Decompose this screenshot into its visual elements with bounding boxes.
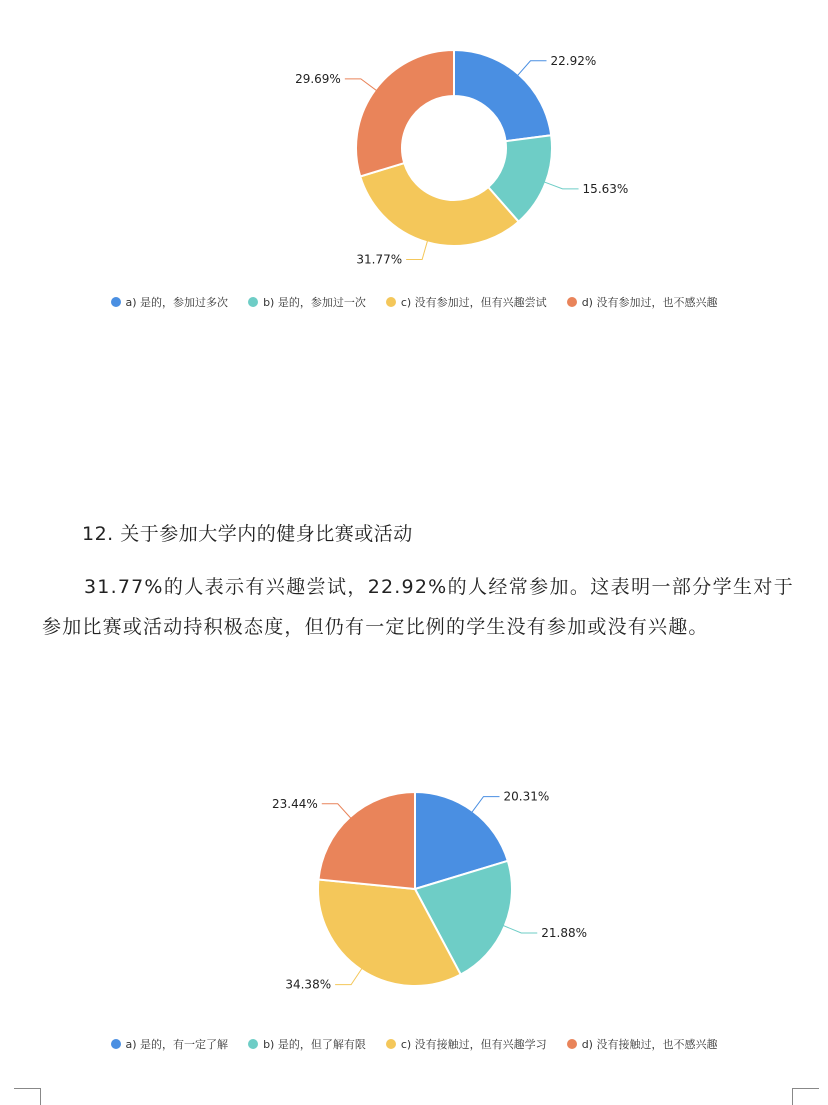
chart-1-svg xyxy=(0,0,828,290)
chart-2-data-label-0: 20.31% xyxy=(503,789,550,804)
chart-2-legend-label: c) 没有接触过，但有兴趣学习 xyxy=(400,1038,547,1051)
page-corner-mark-right xyxy=(792,1088,819,1105)
chart-2-legend-label: a) 是的，有一定了解 xyxy=(125,1038,229,1051)
chart-1-data-label-2: 31.77% xyxy=(356,252,403,267)
chart-1-legend-label: b) 是的，参加过一次 xyxy=(263,296,366,309)
chart-2-legend xyxy=(0,1036,828,1052)
chart-1-leader-line-3 xyxy=(345,79,377,91)
chart-1-slice-0 xyxy=(454,50,551,141)
chart-1 xyxy=(0,0,828,320)
chart-2-data-label-2: 34.38% xyxy=(285,977,332,992)
chart-1-leader-line-2 xyxy=(406,240,427,259)
chart-1-legend-item-1[interactable] xyxy=(248,294,366,310)
chart-1-legend-label: c) 没有参加过，但有兴趣尝试 xyxy=(400,296,547,309)
chart-1-data-label-3: 29.69% xyxy=(295,71,341,86)
chart-2-legend-item-3[interactable] xyxy=(567,1036,718,1052)
chart-2-data-label-1: 21.88% xyxy=(541,925,588,940)
chart-2-legend-item-1[interactable] xyxy=(248,1036,366,1052)
chart-1-legend-dot-icon xyxy=(567,297,577,307)
chart-2-data-label-3: 23.44% xyxy=(272,796,318,811)
chart-1-legend-item-3[interactable] xyxy=(567,294,718,310)
chart-1-legend-dot-icon xyxy=(248,297,258,307)
chart-1-legend-dot-icon xyxy=(111,297,121,307)
chart-1-slice-2 xyxy=(360,163,518,246)
chart-1-legend-dot-icon xyxy=(386,297,396,307)
chart-1-legend-item-2[interactable] xyxy=(386,294,547,310)
chart-1-data-label-1: 15.63% xyxy=(582,181,629,196)
chart-2-legend-dot-icon xyxy=(567,1039,577,1049)
chart-1-leader-line-1 xyxy=(544,182,579,189)
chart-2-leader-line-3 xyxy=(322,804,351,819)
chart-1-data-label-0: 22.92% xyxy=(550,53,597,68)
chart-2-legend-label: b) 是的，但了解有限 xyxy=(263,1038,366,1051)
section-heading: 12. 关于参加大学内的健身比赛或活动 xyxy=(82,523,413,545)
chart-2-legend-dot-icon xyxy=(248,1039,258,1049)
chart-1-legend xyxy=(0,294,828,310)
section-paragraph: 31.77%的人表示有兴趣尝试，22.92%的人经常参加。这表明一部分学生对于参加比赛或活动持积极态度，但仍有一定比例的学生没有参加或没有兴趣。 xyxy=(42,576,794,638)
chart-2-legend-label: d) 没有接触过，也不感兴趣 xyxy=(581,1038,718,1051)
page-corner-mark-left xyxy=(14,1088,41,1105)
chart-1-legend-label: d) 没有参加过，也不感兴趣 xyxy=(581,296,718,309)
chart-1-legend-label: a) 是的，参加过多次 xyxy=(125,296,229,309)
chart-2-legend-dot-icon xyxy=(386,1039,396,1049)
chart-2 xyxy=(0,770,828,1060)
chart-2-legend-item-2[interactable] xyxy=(386,1036,547,1052)
chart-2-legend-item-0[interactable] xyxy=(111,1036,229,1052)
chart-1-slice-3 xyxy=(356,50,454,176)
chart-1-leader-line-0 xyxy=(517,61,546,76)
chart-2-leader-line-1 xyxy=(503,925,537,933)
chart-2-slice-3 xyxy=(318,792,415,889)
chart-1-legend-item-0[interactable] xyxy=(111,294,229,310)
chart-2-leader-line-2 xyxy=(335,968,362,985)
chart-2-leader-line-0 xyxy=(472,797,500,813)
chart-2-legend-dot-icon xyxy=(111,1039,121,1049)
chart-2-svg xyxy=(0,770,828,1030)
